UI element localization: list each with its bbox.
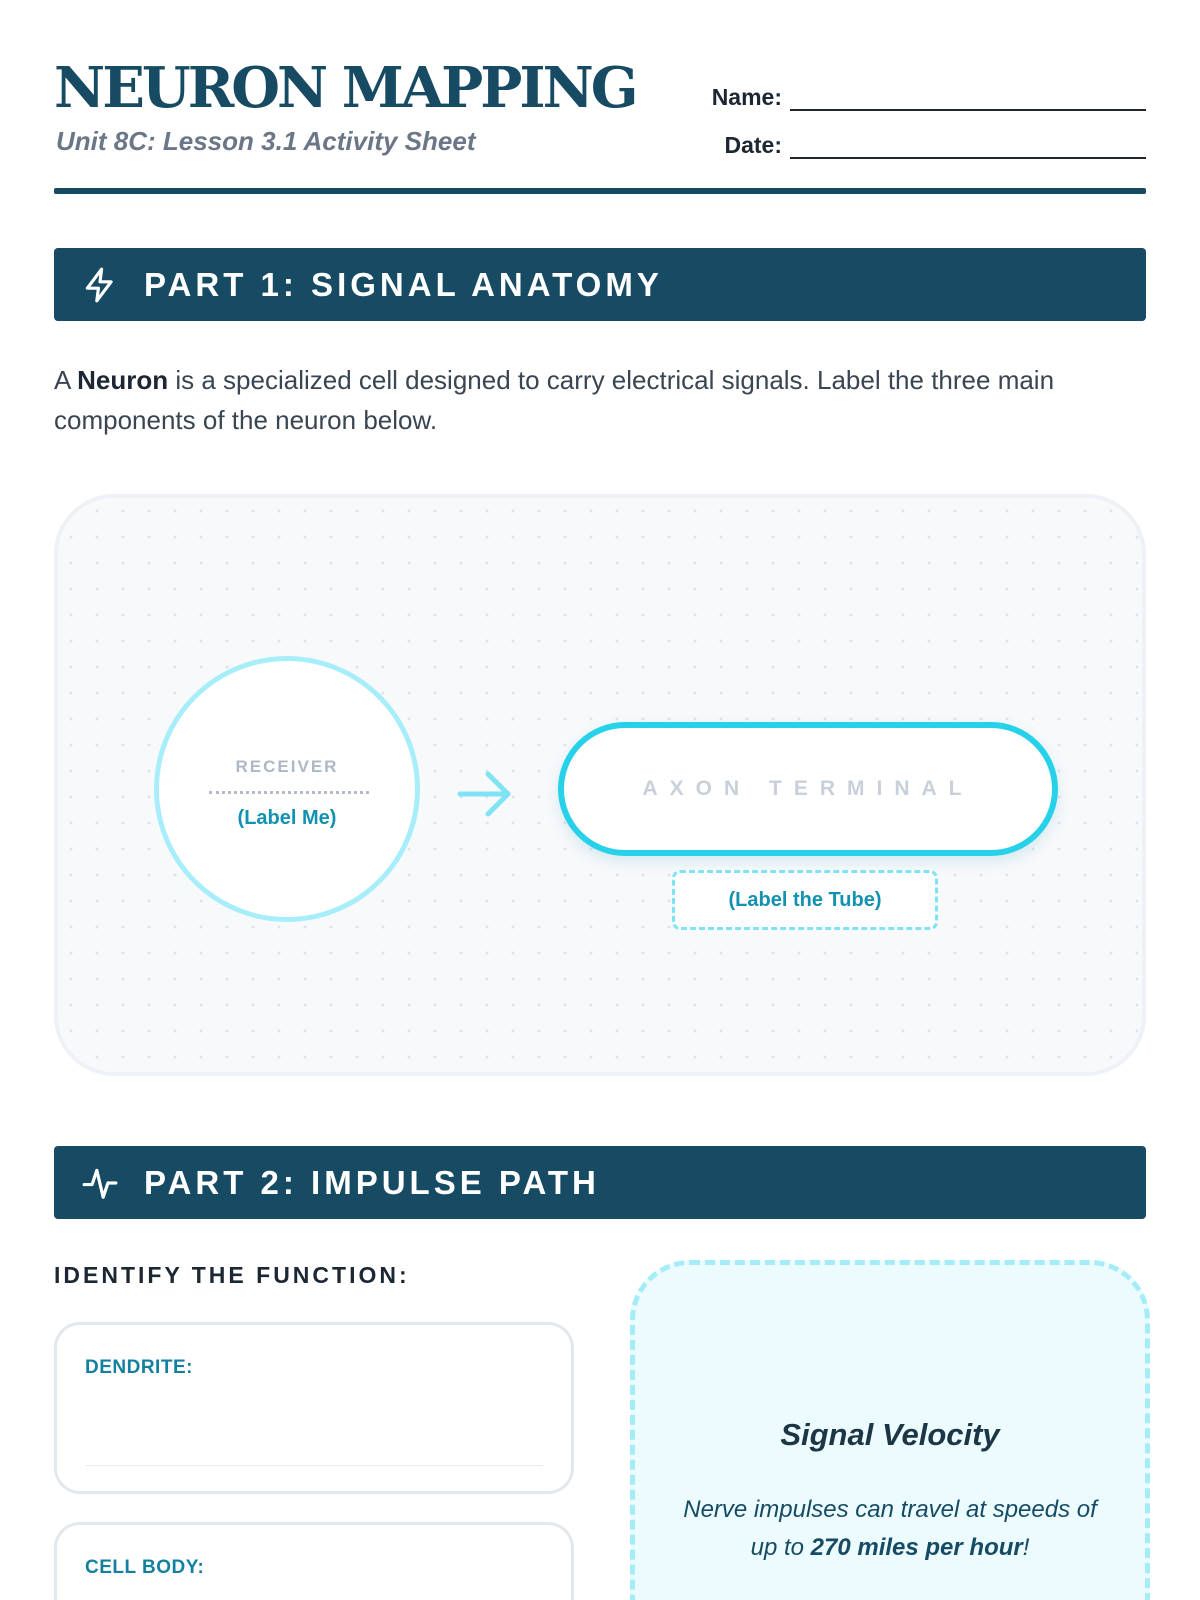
identify-heading: IDENTIFY THE FUNCTION: [54, 1262, 410, 1288]
page-subtitle: Unit 8C: Lesson 3.1 Activity Sheet [56, 126, 476, 156]
cell-body-title: RECEIVER [235, 757, 339, 776]
name-line[interactable] [790, 89, 1146, 111]
cell-body-answer-box[interactable] [54, 1522, 574, 1600]
header-divider [54, 188, 1146, 194]
intro-bold-term: Neuron [77, 365, 169, 395]
date-field[interactable] [702, 132, 1146, 159]
cell-body-function-label: CELL BODY: [85, 1557, 205, 1578]
cell-body-label-prompt: (Label Me) [237, 807, 337, 829]
tube-label-box[interactable]: (Label the Tube) [672, 870, 938, 930]
fact-highlight: 270 miles per hour [810, 1534, 1023, 1561]
part1-title: PART 1: SIGNAL ANATOMY [144, 265, 663, 303]
fact-title: Signal Velocity [780, 1417, 1000, 1452]
name-field[interactable] [702, 84, 1146, 111]
date-label: Date: [724, 132, 782, 158]
part2-header [54, 1146, 1146, 1219]
arrow-right-icon [456, 764, 516, 824]
name-label: Name: [711, 84, 782, 110]
page-title: NEURON MAPPING [54, 55, 636, 121]
worksheet-header [54, 55, 1146, 194]
axon-tube[interactable] [558, 722, 1058, 856]
fact-callout [630, 1260, 1150, 1600]
part1-intro: A Neuron is a specialized cell designed to carry electrical signals. Label the three main components of the neuron below. [54, 365, 1055, 435]
date-line[interactable] [790, 137, 1146, 159]
lightning-bolt-icon [80, 265, 120, 305]
dendrite-answer-box[interactable] [54, 1322, 574, 1494]
part1-header [54, 248, 1146, 321]
neuron-diagram [54, 494, 1146, 1076]
fact-body: Nerve impulses can travel at speeds of up to 270 miles per hour! [683, 1496, 1097, 1561]
axon-text: AXON TERMINAL [642, 777, 974, 800]
dendrite-answer-line[interactable] [85, 1465, 543, 1466]
dendrite-label: DENDRITE: [85, 1357, 193, 1378]
part2-title: PART 2: IMPULSE PATH [144, 1163, 600, 1201]
cell-body-answer-line [209, 791, 369, 794]
pulse-icon [80, 1163, 120, 1203]
cell-body-circle[interactable] [154, 656, 420, 922]
